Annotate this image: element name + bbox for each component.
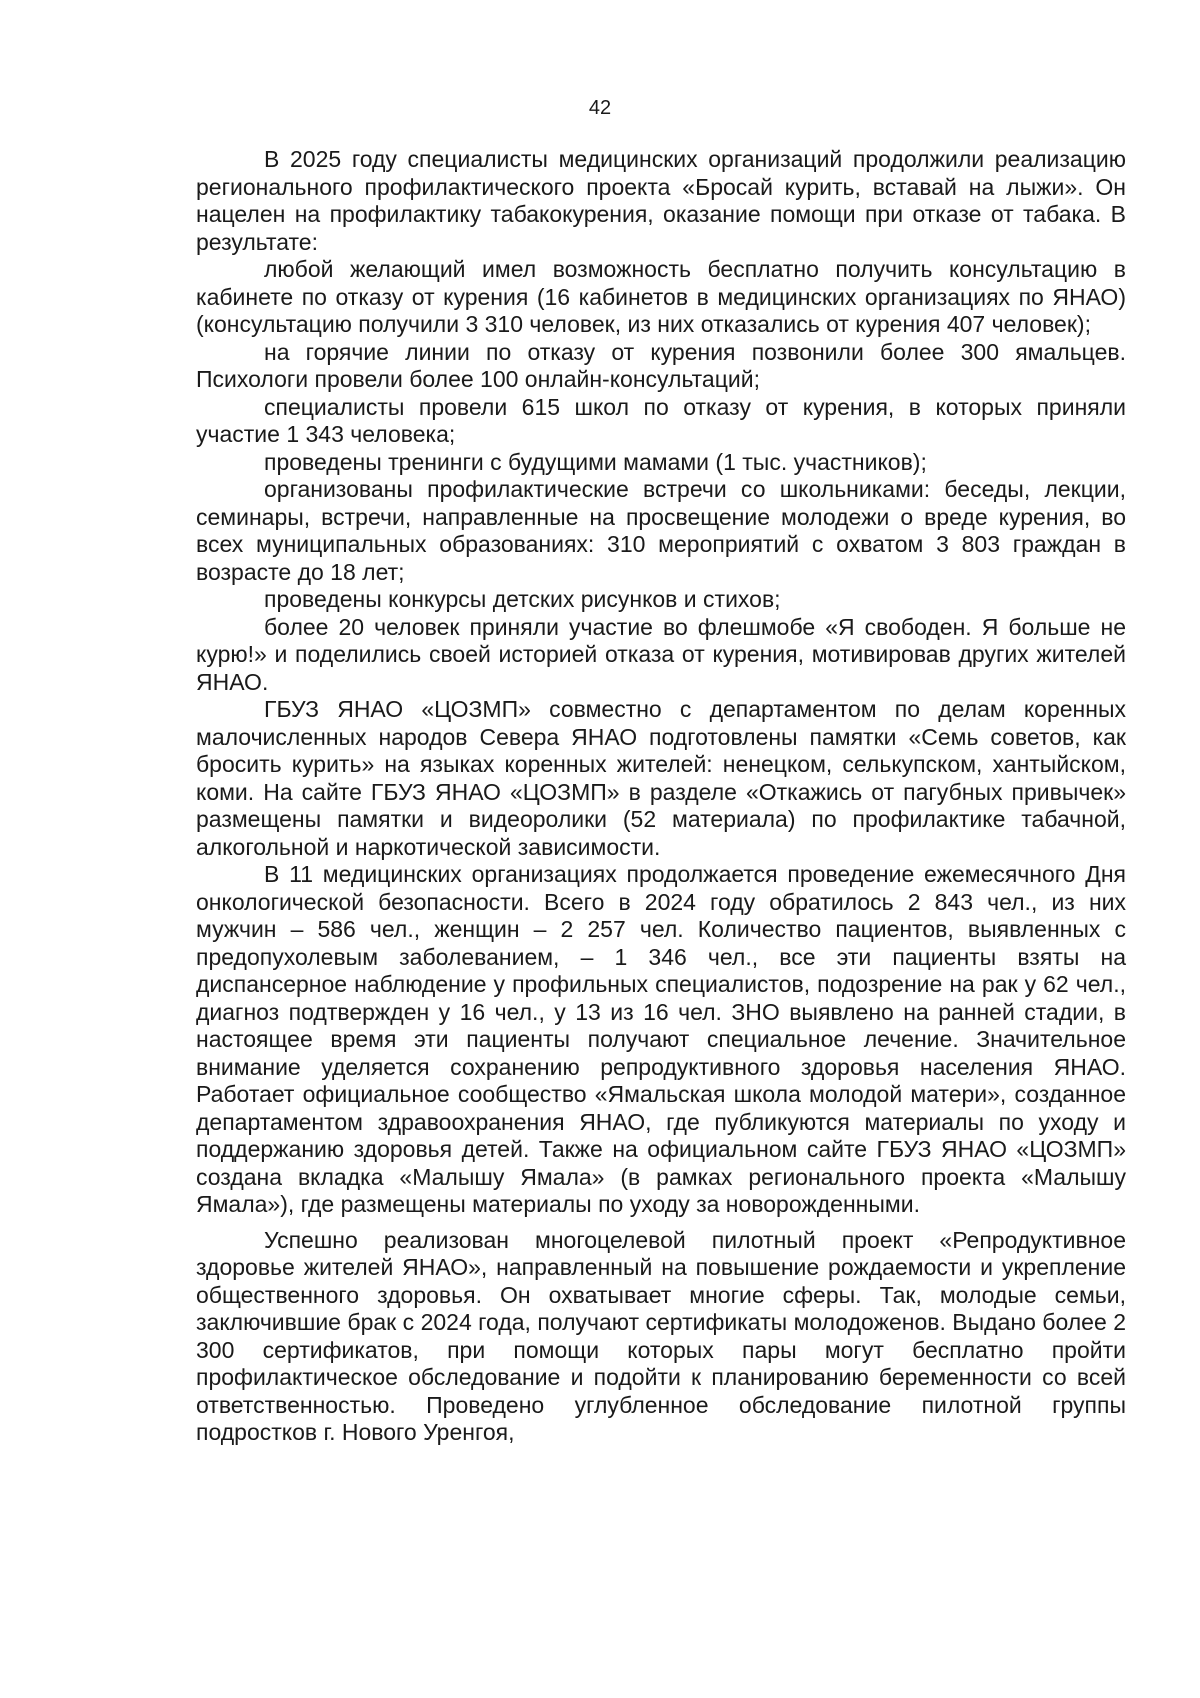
paragraph: Успешно реализован многоцелевой пилотный проект «Репродуктивное здоровье жителей ЯНАО», направленный на повышение рождаемости и укрепление общественного здоровья. Он охватывает многие сферы. Так, молодые семьи, заключившие брак с 2024 года, получают сертификаты молодоженов. Выдано более 2 300 сертификатов, при помощи которых пары могут бесплатно пройти профилактическое обследование и подойти к планированию беременности со всей ответственностью. Проведено углубленное обследование пилотной группы подростков г. Нового Уренгоя, <box>196 1226 1126 1445</box>
paragraph: специалисты провели 615 школ по отказу от курения, в которых приняли участие 1 343 человека; <box>196 393 1126 447</box>
paragraph: В 11 медицинских организациях продолжается проведение ежемесячного Дня онкологической безопасности. Всего в 2024 году обратилось 2 843 чел., из них мужчин – 586 чел., женщин – 2 257 чел. Количество пациентов, выявленных с предопухолевым заболеванием, – 1 346 чел., все эти пациенты взяты на диспансерное наблюдение у профильных специалистов, подозрение на рак у 62 чел., диагноз подтвержден у 16 чел., у 13 из 16 чел. ЗНО выявлено на ранней стадии, в настоящее время эти пациенты получают специальное лечение. Значительное внимание уделяется сохранению репродуктивного здоровья населения ЯНАО. Работает официальное сообщество «Ямальская школа молодой матери», созданное департаментом здравоохранения ЯНАО, где публикуются материалы по уходу и поддержанию здоровья детей. Также на официальном сайте ГБУЗ ЯНАО «ЦОЗМП» создана вкладка «Малышу Ямала» (в рамках регионального проекта «Малышу Ямала»), где размещены материалы по уходу за новорожденными. <box>196 861 1126 1217</box>
paragraph: В 2025 году специалисты медицинских организаций продолжили реализацию регионального профилактического проекта «Бросай курить, вставай на лыжи». Он нацелен на профилактику табакокурения, оказание помощи при отказе от табака. В результате: <box>196 146 1126 255</box>
paragraph: ГБУЗ ЯНАО «ЦОЗМП» совместно с департаментом по делам коренных малочисленных народов Севера ЯНАО подготовлены памятки «Семь советов, как бросить курить» на языках коренных жителей: ненецком, селькупском, хантыйском, коми. На сайте ГБУЗ ЯНАО «ЦОЗМП» в разделе «Откажись от пагубных привычек» размещены памятки и видеоролики (52 материала) по профилактике табачной, алкогольной и наркотической зависимости. <box>196 696 1126 860</box>
paragraph: любой желающий имел возможность бесплатно получить консультацию в кабинете по отказу от курения (16 кабинетов в медицинских организациях по ЯНАО) (консультацию получили 3 310 человек, из них отказались от курения 407 человек); <box>196 256 1126 337</box>
paragraph: проведены конкурсы детских рисунков и стихов; <box>264 586 781 612</box>
paragraph: более 20 человек приняли участие во флешмобе «Я свободен. Я больше не курю!» и поделились своей историей отказа от курения, мотивировав других жителей ЯНАО. <box>196 613 1126 695</box>
paragraph: организованы профилактические встречи со школьниками: беседы, лекции, семинары, встречи, направленные на просвещение молодежи о вреде курения, во всех муниципальных образованиях: 310 мероприятий с охватом 3 803 граждан в возрасте до 18 лет; <box>196 476 1126 585</box>
page-number: 42 <box>588 97 612 119</box>
paragraph: на горячие линии по отказу от курения позвонили более 300 ямальцев. Психологи провели более 100 онлайн-консультаций; <box>196 338 1126 392</box>
document-body <box>196 146 1126 1447</box>
paragraph: проведены тренинги с будущими мамами (1 тыс. участников); <box>264 448 927 475</box>
